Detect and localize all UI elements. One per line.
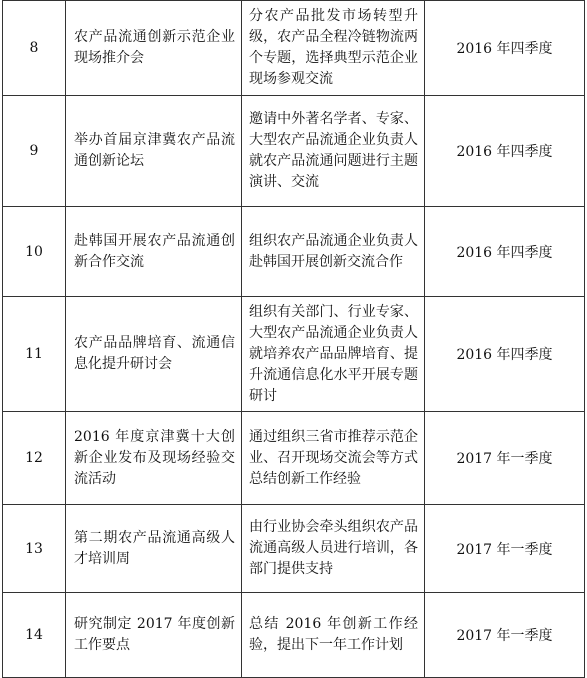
task-content: 邀请中外著名学者、专家、大型农产品流通企业负责人就农产品流通问题进行主题演讲、交流 [242,96,425,207]
task-content: 组织有关部门、行业专家、大型农产品流通企业负责人就培养农产品品牌培育、提升流通信息化水平开展专题研讨 [242,297,425,412]
task-table [2,0,585,678]
table-row [3,593,585,678]
task-name: 第二期农产品流通高级人才培训周 [66,505,242,593]
table-row [3,412,585,505]
task-time: 2016 年四季度 [425,297,585,412]
table-row [3,1,585,96]
task-content: 通过组织三省市推荐示范企业、召开现场交流会等方式总结创新工作经验 [242,412,425,505]
row-number: 12 [3,412,66,505]
task-name: 2016 年度京津冀十大创新企业发布及现场经验交流活动 [66,412,242,505]
task-content: 分农产品批发市场转型升级，农产品全程冷链物流两个专题，选择典型示范企业现场参观交流 [242,1,425,96]
row-number: 14 [3,593,66,678]
task-name: 研究制定 2017 年度创新工作要点 [66,593,242,678]
task-name: 举办首届京津冀农产品流通创新论坛 [66,96,242,207]
table-row [3,297,585,412]
task-content: 总结 2016 年创新工作经验，提出下一年工作计划 [242,593,425,678]
task-content: 由行业协会牵头组织农产品流通高级人员进行培训，各部门提供支持 [242,505,425,593]
task-time: 2016 年四季度 [425,207,585,297]
row-number: 9 [3,96,66,207]
task-time: 2016 年四季度 [425,1,585,96]
task-time: 2016 年四季度 [425,96,585,207]
task-time: 2017 年一季度 [425,412,585,505]
row-number: 11 [3,297,66,412]
task-name: 农产品流通创新示范企业现场推介会 [66,1,242,96]
task-content: 组织农产品流通企业负责人赴韩国开展创新交流合作 [242,207,425,297]
task-time: 2017 年一季度 [425,505,585,593]
task-name: 赴韩国开展农产品流通创新合作交流 [66,207,242,297]
row-number: 10 [3,207,66,297]
task-time: 2017 年一季度 [425,593,585,678]
table-row [3,207,585,297]
row-number: 13 [3,505,66,593]
table-row [3,505,585,593]
row-number: 8 [3,1,66,96]
table-row [3,96,585,207]
task-name: 农产品品牌培育、流通信息化提升研讨会 [66,297,242,412]
